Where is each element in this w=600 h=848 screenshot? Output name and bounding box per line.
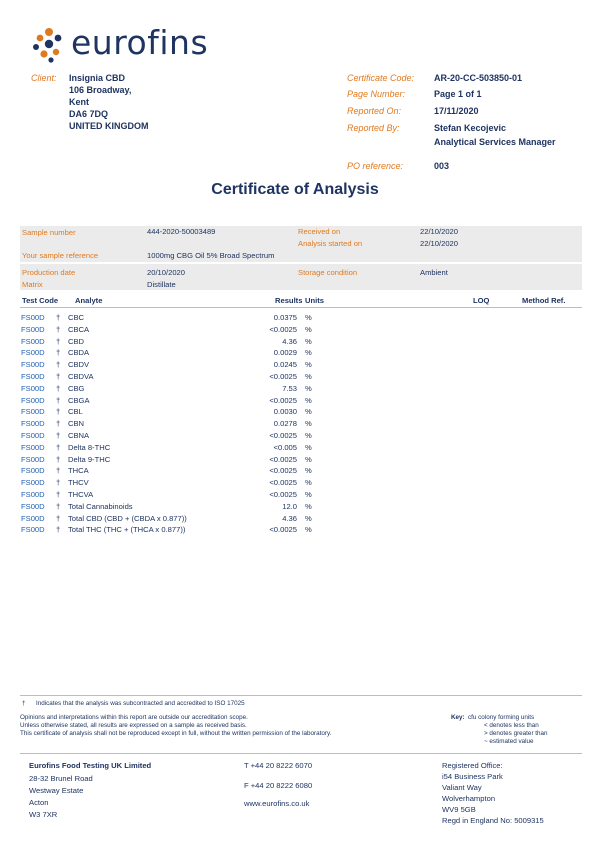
- test-code: FS00D: [21, 407, 45, 417]
- result-unit: %: [305, 383, 312, 393]
- table-row: [0, 455, 600, 467]
- analyte: Total THC (THC + (THCA x 0.877)): [68, 525, 186, 535]
- test-code: FS00D: [21, 336, 45, 346]
- subcontracted-dagger: †: [56, 466, 61, 476]
- result-value: <0.0025: [269, 324, 297, 334]
- registered-office-line: Wolverhampton: [442, 794, 496, 803]
- result-unit: %: [305, 442, 312, 452]
- result-value: 0.0375: [273, 313, 297, 322]
- table-row: [0, 419, 600, 431]
- website-link[interactable]: www.eurofins.co.uk: [244, 799, 310, 808]
- table-row: [0, 407, 600, 419]
- registered-office-line: i54 Business Park: [442, 772, 503, 781]
- registered-office-line: Valiant Way: [442, 783, 482, 792]
- table-row: [0, 337, 600, 349]
- sample-number: 444-2020-50003489: [147, 227, 216, 236]
- table-row: [0, 384, 600, 396]
- result-unit: %: [305, 372, 312, 381]
- table-row: [0, 360, 600, 372]
- result-unit: %: [305, 419, 312, 429]
- table-row: [0, 396, 600, 408]
- test-code: FS00D: [21, 442, 45, 452]
- analyte: CBN: [68, 419, 85, 429]
- footnote-text: Indicates that the analysis was subcontracted and accredited to ISO 17025: [36, 700, 245, 707]
- result-value: <0.0025: [269, 454, 297, 464]
- analyte: CBG: [68, 383, 85, 393]
- reported-on: 17/11/2020: [434, 106, 479, 116]
- footnote-divider: [20, 695, 582, 696]
- header-results: Results: [275, 296, 303, 305]
- key-item: ~ estimated value: [484, 738, 534, 745]
- result-unit: %: [305, 501, 312, 511]
- analyte: Delta 8-THC: [68, 442, 111, 452]
- key-item: cfu colony forming units: [468, 714, 535, 721]
- client-address-line: DA6 7DQ: [69, 109, 109, 119]
- result-value: <0.0025: [269, 372, 297, 381]
- sample-reference: 1000mg CBG Oil 5% Broad Spectrum: [147, 251, 275, 260]
- result-value: <0.005: [273, 442, 297, 452]
- analyte: THCV: [68, 478, 89, 488]
- client-address-line: 106 Broadway,: [69, 85, 132, 95]
- brand-name: eurofins: [71, 23, 209, 62]
- reported-by-title: Analytical Services Manager: [434, 137, 556, 147]
- subcontracted-dagger: †: [56, 348, 61, 358]
- production-date: 20/10/2020: [147, 268, 186, 277]
- reported-on-label: Reported On:: [347, 106, 402, 116]
- telephone: T +44 20 8222 6070: [244, 761, 313, 770]
- received-on: 22/10/2020: [420, 227, 459, 236]
- result-unit: %: [305, 478, 312, 488]
- result-unit: %: [305, 313, 312, 322]
- fax: F +44 20 8222 6080: [244, 781, 313, 790]
- analyte: THCA: [68, 466, 89, 476]
- subcontracted-dagger: †: [56, 513, 61, 523]
- registered-office-label: Registered Office:: [442, 761, 503, 770]
- test-code: FS00D: [21, 490, 45, 499]
- result-unit: %: [305, 324, 312, 334]
- page-number: Page 1 of 1: [434, 89, 482, 99]
- test-code: FS00D: [21, 419, 45, 429]
- analyte: CBNA: [68, 431, 90, 440]
- subcontracted-dagger: †: [56, 395, 61, 405]
- subcontracted-dagger: †: [56, 313, 61, 322]
- header-units: Units: [305, 296, 324, 305]
- result-value: <0.0025: [269, 395, 297, 405]
- test-code: FS00D: [21, 324, 45, 334]
- analyte: Delta 9-THC: [68, 454, 111, 464]
- reported-by-label: Reported By:: [347, 123, 400, 133]
- po-reference: 003: [434, 161, 450, 171]
- reported-by: Stefan Kecojevic: [434, 123, 507, 133]
- analyte: CBDV: [68, 360, 90, 370]
- analyte: Total Cannabinoids: [68, 501, 133, 511]
- company-address-line: 28-32 Brunel Road: [29, 774, 93, 783]
- analysis-started-label: Analysis started on: [298, 239, 363, 248]
- subcontracted-dagger: †: [56, 431, 61, 440]
- result-unit: %: [305, 490, 312, 499]
- registered-office-line: Regd in England No: 5009315: [442, 816, 544, 825]
- table-row: [0, 443, 600, 455]
- client-label: Client:: [31, 73, 57, 83]
- result-value: <0.0025: [269, 466, 297, 476]
- production-date-label: Production date: [22, 268, 76, 277]
- test-code: FS00D: [21, 360, 45, 370]
- header-method-ref: Method Ref.: [522, 296, 566, 305]
- table-row: [0, 313, 600, 325]
- result-unit: %: [305, 336, 312, 346]
- table-row: [0, 490, 600, 502]
- subcontracted-dagger: †: [56, 372, 61, 381]
- header-divider: [20, 307, 582, 308]
- subcontracted-dagger: †: [56, 501, 61, 511]
- subcontracted-dagger: †: [56, 525, 61, 535]
- result-value: 12.0: [282, 501, 297, 511]
- subcontracted-dagger: †: [56, 360, 61, 370]
- test-code: FS00D: [21, 348, 45, 358]
- analysis-started: 22/10/2020: [420, 239, 459, 248]
- subcontracted-dagger: †: [56, 490, 61, 499]
- test-code: FS00D: [21, 513, 45, 523]
- table-row: [0, 502, 600, 514]
- disclaimer-line: Opinions and interpretations within this report are outside our accreditation scope.: [20, 714, 248, 721]
- result-unit: %: [305, 407, 312, 417]
- company-name: Eurofins Food Testing UK Limited: [29, 761, 152, 770]
- result-value: <0.0025: [269, 478, 297, 488]
- subcontracted-dagger: †: [56, 454, 61, 464]
- disclaimer-line: This certificate of analysis shall not be reproduced except in full, without the written permission of the laboratory.: [20, 730, 332, 737]
- certificate-code-label: Certificate Code:: [347, 73, 415, 83]
- header-loq: LOQ: [473, 296, 490, 305]
- result-unit: %: [305, 395, 312, 405]
- analyte: CBC: [68, 313, 85, 322]
- test-code: FS00D: [21, 501, 45, 511]
- matrix: Distillate: [147, 280, 176, 289]
- sample-reference-label: Your sample reference: [22, 251, 99, 260]
- analyte: CBDA: [68, 348, 90, 358]
- footnote-dagger: †: [22, 700, 26, 707]
- registered-office-line: WV9 5GB: [442, 805, 476, 814]
- test-code: FS00D: [21, 466, 45, 476]
- header-analyte: Analyte: [75, 296, 103, 305]
- company-address-line: Acton: [29, 798, 49, 807]
- analyte: CBCA: [68, 324, 90, 334]
- subcontracted-dagger: †: [56, 324, 61, 334]
- test-code: FS00D: [21, 313, 45, 322]
- table-row: [0, 514, 600, 526]
- result-value: <0.0025: [269, 525, 297, 535]
- logo: [31, 23, 209, 66]
- footer-divider: [20, 753, 582, 754]
- result-unit: %: [305, 525, 312, 535]
- client-address-line: Kent: [69, 97, 89, 107]
- table-row: [0, 372, 600, 384]
- key-item: < denotes less than: [484, 722, 539, 729]
- test-code: FS00D: [21, 395, 45, 405]
- key-item: > denotes greater than: [484, 730, 548, 737]
- key-label: Key:: [451, 714, 465, 721]
- certificate-code: AR-20-CC-503850-01: [434, 73, 523, 83]
- result-value: 0.0029: [273, 348, 297, 358]
- table-row: [0, 348, 600, 360]
- subcontracted-dagger: †: [56, 407, 61, 417]
- analyte: CBGA: [68, 395, 90, 405]
- result-unit: %: [305, 513, 312, 523]
- table-row: [0, 466, 600, 478]
- table-row: [0, 478, 600, 490]
- test-code: FS00D: [21, 431, 45, 440]
- table-row: [0, 431, 600, 443]
- eurofins-logo-icon: [31, 27, 67, 63]
- header-test-code: Test Code: [22, 296, 59, 305]
- result-unit: %: [305, 360, 312, 370]
- subcontracted-dagger: †: [56, 478, 61, 488]
- result-value: <0.0025: [269, 490, 297, 499]
- table-row: [0, 325, 600, 337]
- po-reference-label: PO reference:: [347, 161, 404, 171]
- subcontracted-dagger: †: [56, 336, 61, 346]
- analyte: CBDVA: [68, 372, 94, 381]
- page-title: Certificate of Analysis: [211, 181, 379, 198]
- result-unit: %: [305, 466, 312, 476]
- subcontracted-dagger: †: [56, 442, 61, 452]
- test-code: FS00D: [21, 372, 45, 381]
- table-row: [0, 525, 600, 537]
- result-value: 4.36: [282, 336, 297, 346]
- test-code: FS00D: [21, 454, 45, 464]
- test-code: FS00D: [21, 525, 45, 535]
- result-value: 0.0245: [273, 360, 297, 370]
- sample-number-label: Sample number: [22, 228, 76, 237]
- result-value: <0.0025: [269, 431, 297, 440]
- result-unit: %: [305, 454, 312, 464]
- company-address-line: W3 7XR: [29, 810, 58, 819]
- analyte: THCVA: [68, 490, 94, 499]
- analyte: CBL: [68, 407, 83, 417]
- test-code: FS00D: [21, 478, 45, 488]
- test-code: FS00D: [21, 383, 45, 393]
- received-on-label: Received on: [298, 227, 341, 236]
- result-value: 0.0278: [273, 419, 297, 429]
- client-address-line: UNITED KINGDOM: [69, 121, 149, 131]
- disclaimer-line: Unless otherwise stated, all results are expressed on a sample as received basis.: [20, 722, 247, 729]
- result-unit: %: [305, 431, 312, 440]
- analyte: CBD: [68, 336, 85, 346]
- result-unit: %: [305, 348, 312, 358]
- subcontracted-dagger: †: [56, 419, 61, 429]
- storage-condition: Ambient: [420, 268, 448, 277]
- result-value: 7.53: [282, 383, 297, 393]
- page-number-label: Page Number:: [347, 89, 406, 99]
- client-name: Insignia CBD: [69, 73, 126, 83]
- matrix-label: Matrix: [22, 280, 43, 289]
- company-address-line: Westway Estate: [29, 786, 84, 795]
- analyte: Total CBD (CBD + (CBDA x 0.877)): [68, 513, 187, 523]
- result-value: 0.0030: [273, 407, 297, 417]
- subcontracted-dagger: †: [56, 383, 61, 393]
- result-value: 4.36: [282, 513, 297, 523]
- storage-condition-label: Storage condition: [298, 268, 358, 277]
